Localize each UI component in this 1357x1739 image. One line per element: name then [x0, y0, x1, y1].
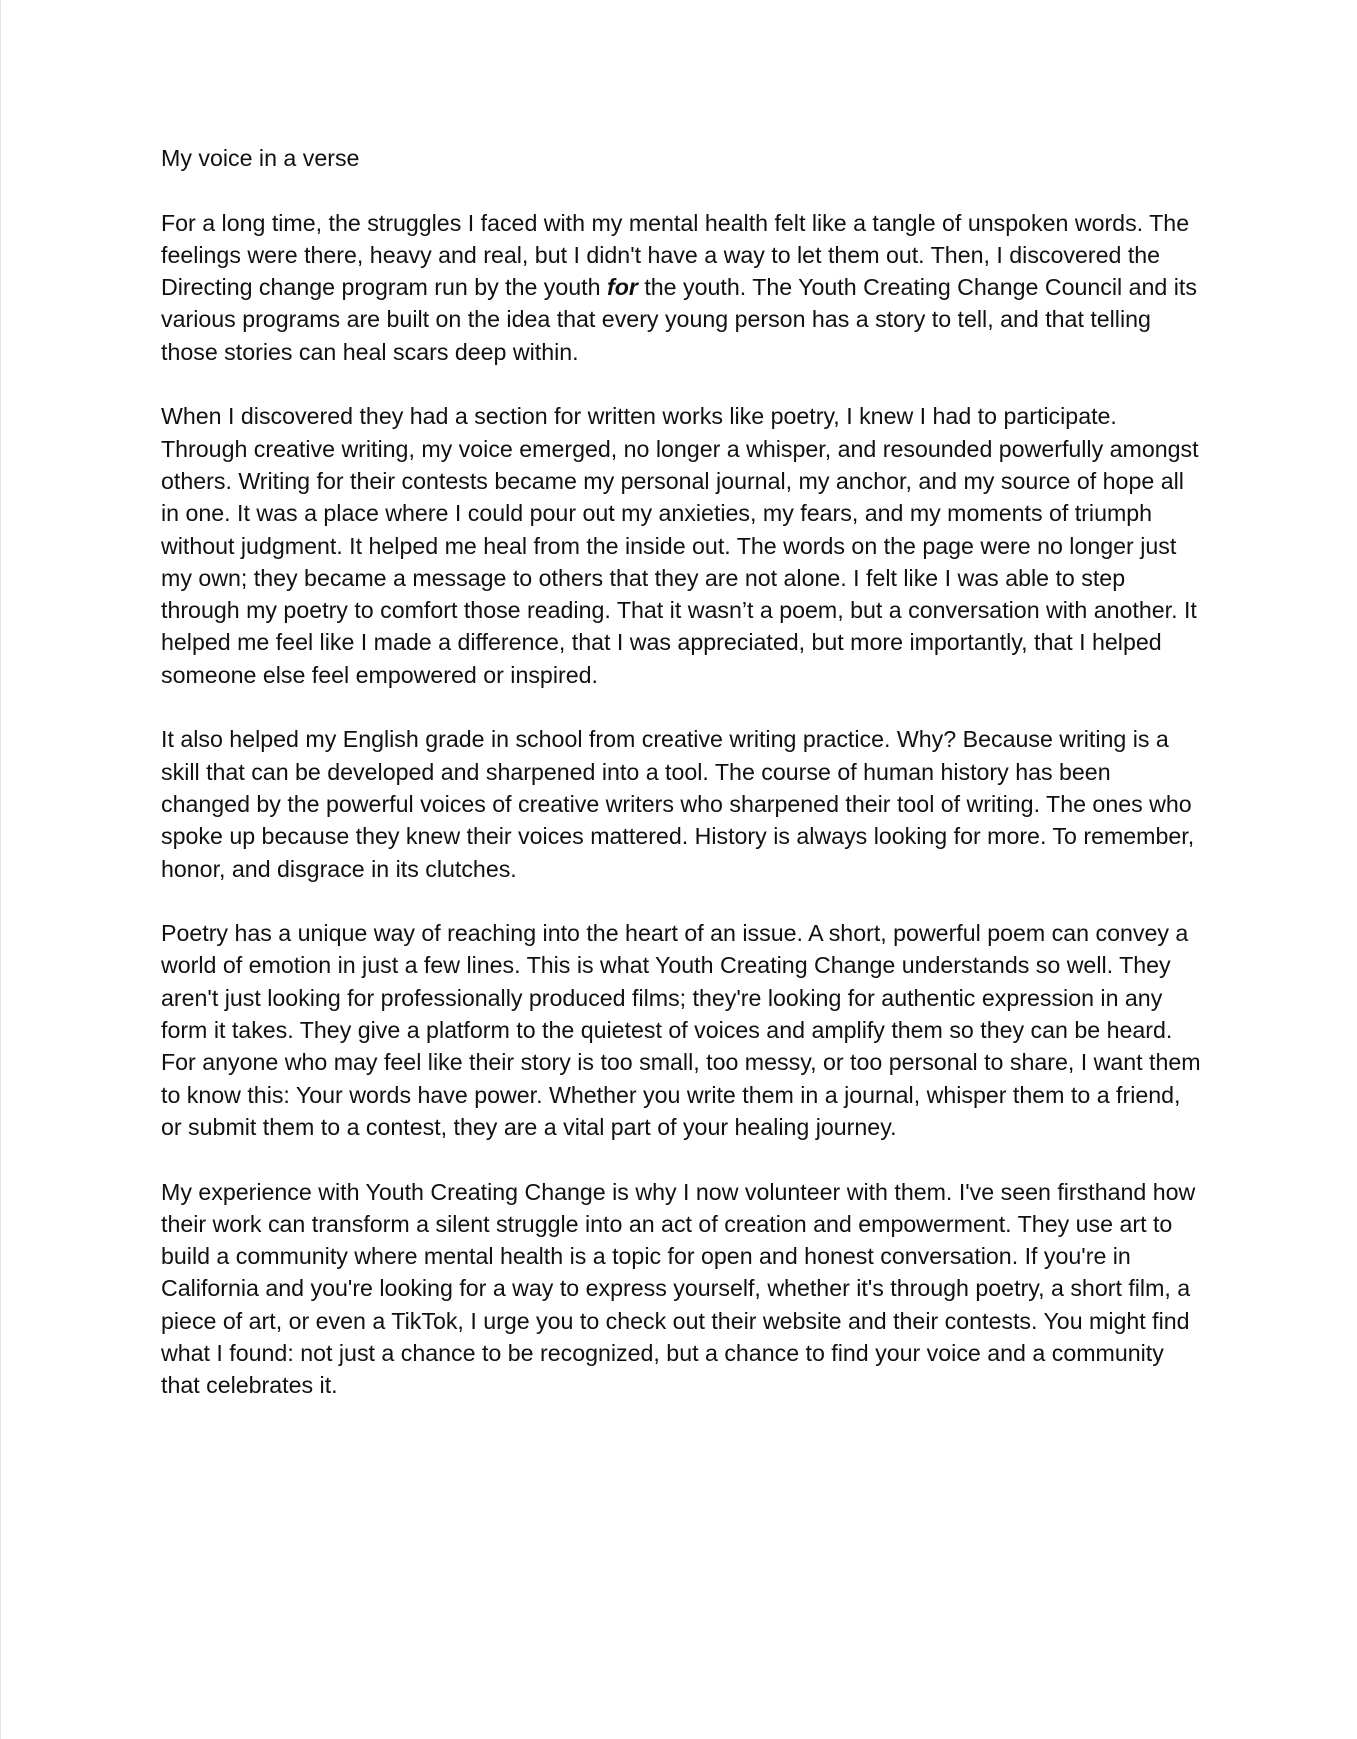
paragraph-4: Poetry has a unique way of reaching into the heart of an issue. A short, powerful poem can convey a world of emotion in just a few lines. This is what Youth Creating Change understands so well. They aren't just looking for professionally produced films; they're looking for authentic expression in any form it takes. They give a platform to the quietest of voices and amplify them so they can be heard. For anyone who may feel like their story is too small, too messy, or too personal to share, I want them to know this: Your words have power. Whether you write them in a journal, whisper them to a friend, or submit them to a contest, they are a vital part of your healing journey.	[161, 920, 1201, 1140]
paragraph-5: My experience with Youth Creating Change is why I now volunteer with them. I've seen firsthand how their work can transform a silent struggle into an act of creation and empowerment. They use art to build a community where mental health is a topic for open and honest conversation. If you're in California and you're looking for a way to express yourself, whether it's through poetry, a short film, a piece of art, or even a TikTok, I urge you to check out their website and their contests. You might find what I found: not just a chance to be recognized, but a chance to find your voice and a community that celebrates it.	[161, 1178, 1196, 1399]
paragraph-1-text-after: the youth. The Youth Creating Change Council and its various programs are built on the idea that every young person has a story to tell, and that telling those stories can heal scars deep within.	[161, 274, 1197, 365]
paragraph-2: When I discovered they had a section for written works like poetry, I knew I had to participate. Through creative writing, my voice emerged, no longer a whisper, and resounded powerfully amongst others. Writing for their contests became my personal journal, my anchor, and my source of hope all in one. It was a place where I could pour out my anxieties, my fears, and my moments of triumph without judgment. It helped me heal from the inside out. The words on the page were no longer just my own; they became a message to others that they are not alone. I felt like I was able to step through my poetry to comfort those reading. That it wasn’t a poem, but a conversation with another. It helped me feel like I made a difference, that I was appreciated, but more importantly, that I helped someone else feel empowered or inspired.	[161, 403, 1199, 688]
paragraph-1	[161, 207, 1201, 368]
emphasized-word: for	[606, 274, 638, 301]
paragraph-3: It also helped my English grade in school from creative writing practice. Why? Because writing is a skill that can be developed and sharpened into a tool. The course of human history has been changed by the powerful voices of creative writers who sharpened their tool of writing. The ones who spoke up because they knew their voices mattered. History is always looking for more. To remember, honor, and disgrace in its clutches.	[161, 726, 1195, 882]
document-title: My voice in a verse	[161, 145, 360, 171]
paragraph-1-text-before: For a long time, the struggles I faced with my mental health felt like a tangle of unspoken words. The feelings were there, heavy and real, but I didn't have a way to let them out. Then, I discovered the Directing change program run by the youth	[161, 209, 1190, 301]
document-body	[161, 142, 1201, 1402]
